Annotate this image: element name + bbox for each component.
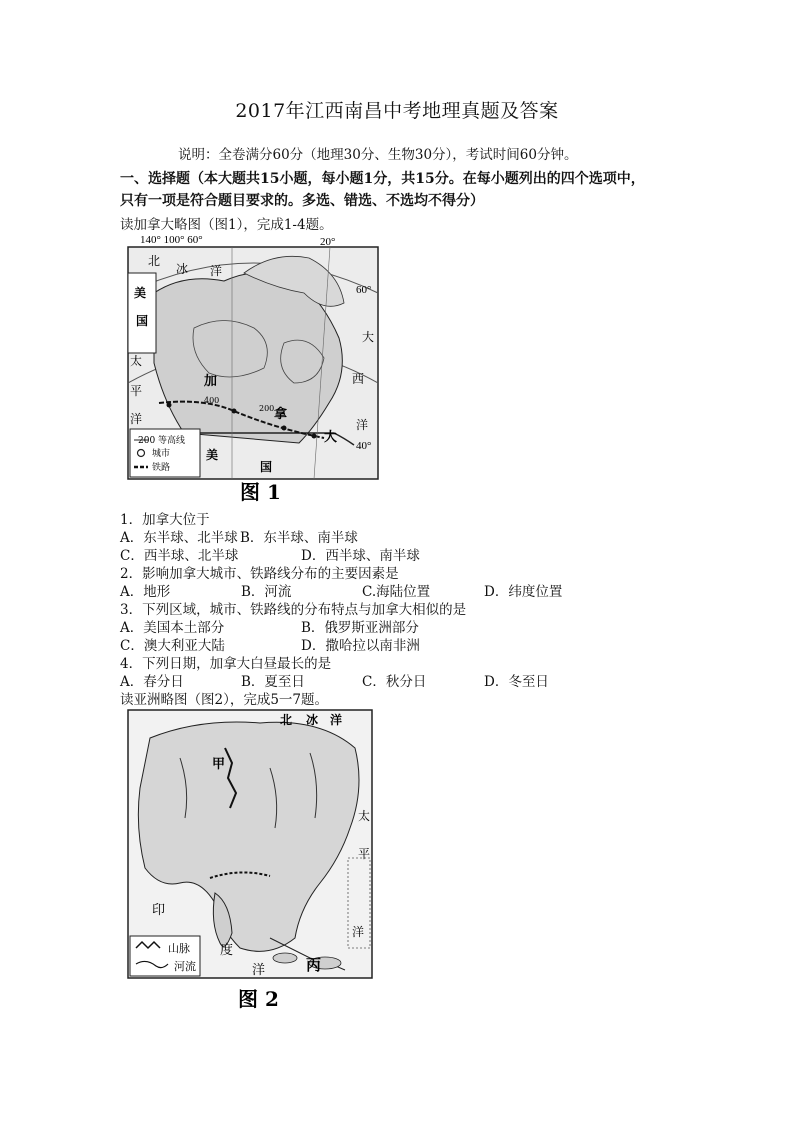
fig1-ocean-da: 大 — [362, 330, 375, 344]
q4-option-d: D．冬至日 — [484, 674, 549, 690]
fig1-usa-2: 国 — [136, 314, 149, 328]
fig2-ping: 平 — [358, 847, 371, 861]
q4-option-b: B．夏至日 — [241, 674, 305, 690]
fig1-top-labels: 140° 100° 60° — [140, 234, 203, 246]
asia-map-figure — [120, 708, 376, 1014]
fig1-label-60: 60° — [356, 284, 372, 296]
fig1-legend-city: 城市 — [152, 449, 171, 459]
fig1-sea-bing: 冰 — [176, 262, 189, 276]
fig2-caption: 图 2 — [238, 987, 279, 1011]
fig1-usa-1: 美 — [134, 286, 147, 300]
intro-fig1: 读加拿大略图（图1），完成1-4题。 — [120, 217, 333, 233]
fig2-sea-bing: 冰 — [306, 713, 319, 727]
fig2-sea-bei: 北 — [280, 713, 293, 727]
q1-stem: 1．加拿大位于 — [120, 512, 210, 528]
fig1-caption: 图 1 — [240, 480, 281, 504]
q3-stem: 3．下列区域，城市、铁路线的分布特点与加拿大相似的是 — [120, 602, 467, 618]
fig1-ocean-tai: 太 — [130, 354, 143, 368]
fig1-ocean-xi: 西 — [352, 372, 365, 386]
q1-option-c: C．西半球、北半球 — [120, 548, 239, 564]
fig1-legend-contour: 200 等高线 — [138, 436, 186, 446]
fig1-ocean-ping: 平 — [130, 384, 143, 398]
fig1-contour-400: 400 — [204, 396, 220, 405]
fig2-jia: 甲 — [212, 757, 226, 772]
fig1-sea-yang: 洋 — [210, 264, 223, 278]
q2-stem: 2．影响加拿大城市、铁路线分布的主要因素是 — [120, 566, 399, 582]
fig1-ocean-yang: 洋 — [356, 418, 369, 432]
exam-note: 说明：全卷满分60分（地理30分、生物30分），考试时间60分钟。 — [178, 147, 578, 163]
fig1-jia: 加 — [204, 374, 218, 389]
fig1-usa-bottom-1: 美 — [206, 448, 219, 462]
q4-option-c: C．秋分日 — [362, 674, 427, 690]
fig2-yang: 洋 — [352, 925, 365, 939]
q2-option-c: C.海陆位置 — [362, 584, 431, 600]
fig1-contour-200: 200 — [259, 404, 275, 413]
fig2-yang2: 洋 — [252, 963, 266, 978]
page-title: 2017年江西南昌中考地理真题及答案 — [235, 100, 559, 122]
q1-option-b: B．东半球、南半球 — [240, 530, 358, 546]
q3-option-c: C．澳大利亚大陆 — [120, 638, 225, 654]
fig1-label-40: 40° — [356, 440, 372, 452]
fig2-bing: 丙 — [306, 956, 322, 974]
section-heading-line1: 一、选择题（本大题共15小题，每小题1分，共15分。在每小题列出的四个选项中， — [120, 171, 645, 187]
fig1-ocean-yang2: 洋 — [130, 412, 143, 426]
fig2-du: 度 — [220, 943, 234, 958]
fig1-usa-bottom-2: 国 — [260, 460, 273, 474]
q3-option-b: B．俄罗斯亚洲部分 — [301, 620, 419, 636]
fig1-na: 拿 — [274, 407, 288, 422]
fig2-tai: 太 — [358, 809, 371, 823]
fig2-yin: 印 — [152, 903, 166, 918]
q1-option-d: D．西半球、南半球 — [301, 548, 420, 564]
q1-option-a: A．东半球、北半球 — [120, 530, 238, 546]
q3-option-a: A．美国本土部分 — [120, 620, 225, 636]
q3-option-d: D．撒哈拉以南非洲 — [301, 638, 420, 654]
q2-option-b: B．河流 — [241, 584, 292, 600]
canada-map-figure — [124, 233, 384, 505]
asia-map — [120, 708, 376, 1014]
canada-map — [124, 233, 384, 505]
q4-option-a: A．春分日 — [120, 674, 184, 690]
fig2-sea-yang: 洋 — [330, 713, 343, 727]
fig1-sea-bei: 北 — [148, 254, 161, 268]
section-heading-line2: 只有一项是符合题目要求的。多选、错选、不选均不得分） — [120, 193, 484, 209]
fig2-legend-river: 河流 — [174, 960, 196, 973]
fig1-label-20: 20° — [320, 236, 336, 248]
fig1-da: 大 — [324, 430, 338, 445]
fig2-legend-mountain: 山脉 — [168, 942, 190, 955]
intro-fig2: 读亚洲略图（图2），完成5一7题。 — [120, 692, 329, 708]
q2-option-d: D．纬度位置 — [484, 584, 563, 600]
q2-option-a: A．地形 — [120, 584, 171, 600]
q4-stem: 4．下列日期，加拿大白昼最长的是 — [120, 656, 332, 672]
fig1-legend-rail: 铁路 — [152, 463, 171, 473]
